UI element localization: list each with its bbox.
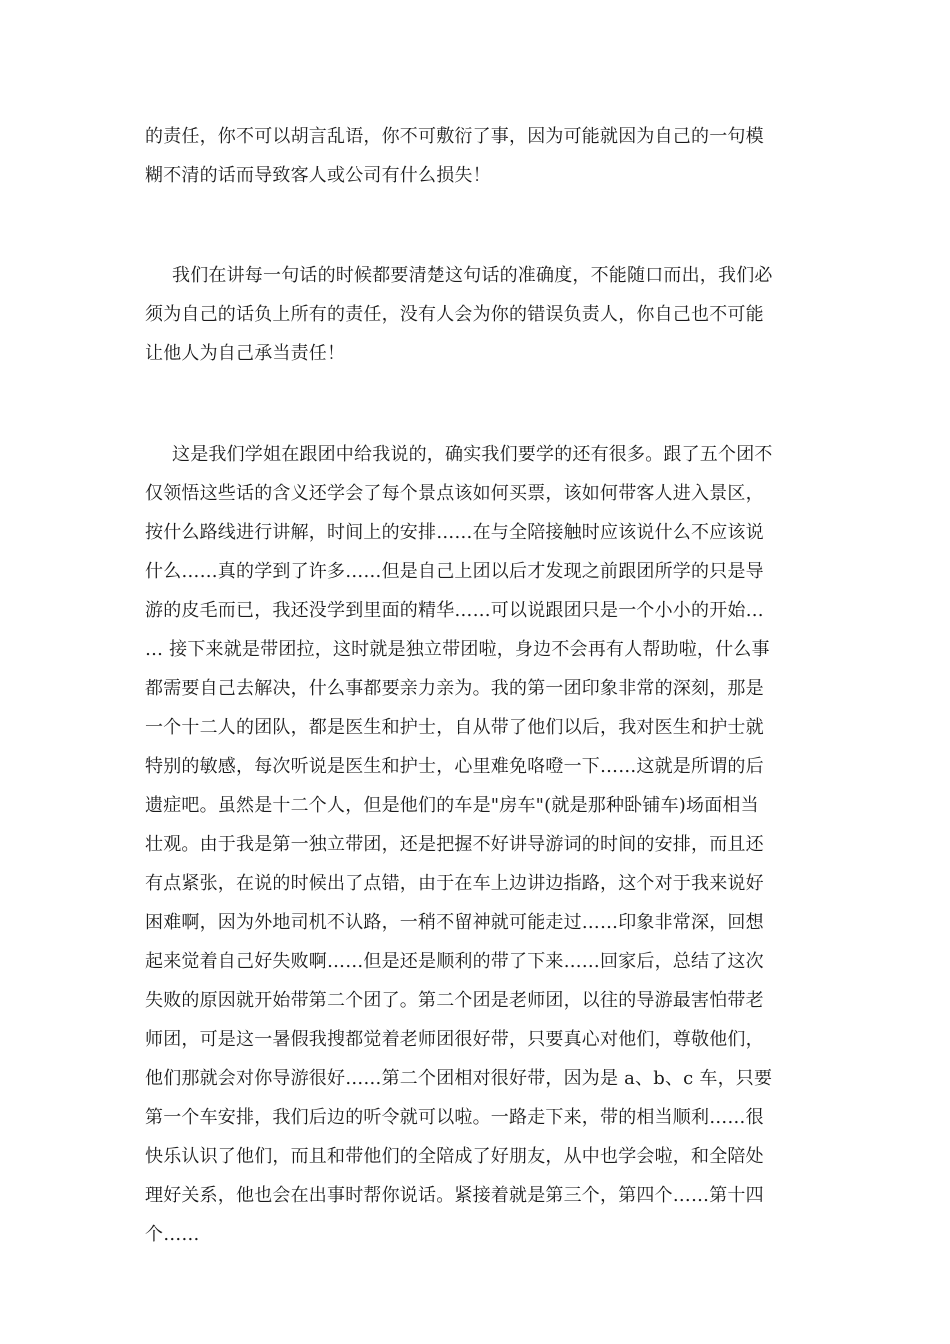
- paragraph-3-line-15: 失败的原因就开始带第二个团了。第二个团是老师团，以往的导游最害怕带老: [145, 990, 764, 1011]
- paragraph-3-line-4: 什么……真的学到了许多……但是自己上团以后才发现之前跟团所学的只是导: [145, 561, 764, 582]
- paragraph-3-line-12: 有点紧张，在说的时候出了点错，由于在车上边讲边指路，这个对于我来说好: [145, 873, 764, 894]
- paragraph-3-line-21: 个……: [145, 1224, 200, 1245]
- paragraph-3-line-7: 都需要自己去解决，什么事都要亲力亲为。我的第一团印象非常的深刻，那是: [145, 678, 764, 699]
- paragraph-3-line-10: 遗症吧。虽然是十二个人，但是他们的车是"房车"(就是那种卧铺车)场面相当: [145, 795, 759, 816]
- paragraph-3-line-17: 他们那就会对你导游很好……第二个团相对很好带，因为是 a、b、c 车，只要: [145, 1068, 773, 1089]
- paragraph-3-line-5: 游的皮毛而已，我还没学到里面的精华……可以说跟团只是一个小小的开始…: [145, 600, 764, 621]
- paragraph-2-line-2: 须为自己的话负上所有的责任，没有人会为你的错误负责人，你自己也不可能: [145, 304, 764, 325]
- paragraph-3-line-9: 特别的敏感，每次听说是医生和护士，心里难免咯噔一下……这就是所谓的后: [145, 756, 764, 777]
- paragraph-3-line-1: 这是我们学姐在跟团中给我说的，确实我们要学的还有很多。跟了五个团不: [172, 444, 773, 465]
- paragraph-1-line-1: 的责任，你不可以胡言乱语，你不可敷衍了事，因为可能就因为自己的一句模: [145, 126, 764, 147]
- paragraph-1-line-2: 糊不清的话而导致客人或公司有什么损失！: [145, 165, 491, 186]
- paragraph-3-line-18: 第一个车安排，我们后边的听令就可以啦。一路走下来，带的相当顺利……很: [145, 1107, 764, 1128]
- paragraph-2-line-1: 我们在讲每一句话的时候都要清楚这句话的准确度，不能随口而出，我们必: [172, 265, 773, 286]
- paragraph-3-line-13: 困难啊，因为外地司机不认路，一稍不留神就可能走过……印象非常深，回想: [145, 912, 764, 933]
- paragraph-3-line-8: 一个十二人的团队，都是医生和护士，自从带了他们以后，我对医生和护士就: [145, 717, 764, 738]
- paragraph-3-line-14: 起来觉着自己好失败啊……但是还是顺利的带了下来……回家后，总结了这次: [145, 951, 764, 972]
- paragraph-3-line-2: 仅领悟这些话的含义还学会了每个景点该如何买票，该如何带客人进入景区，: [145, 483, 764, 504]
- paragraph-3-line-6: … 接下来就是带团拉，这时就是独立带团啦，身边不会再有人帮助啦，什么事: [145, 639, 770, 660]
- paragraph-3-line-16: 师团，可是这一暑假我搜都觉着老师团很好带，只要真心对他们，尊敬他们，: [145, 1029, 764, 1050]
- paragraph-3-line-11: 壮观。由于我是第一独立带团，还是把握不好讲导游词的时间的安排，而且还: [145, 834, 764, 855]
- paragraph-2-line-3: 让他人为自己承当责任！: [145, 343, 346, 364]
- paragraph-3-line-20: 理好关系，他也会在出事时帮你说话。紧接着就是第三个，第四个……第十四: [145, 1185, 764, 1206]
- paragraph-3-line-19: 快乐认识了他们，而且和带他们的全陪成了好朋友，从中也学会啦，和全陪处: [145, 1146, 764, 1167]
- paragraph-3-line-3: 按什么路线进行讲解，时间上的安排……在与全陪接触时应该说什么不应该说: [145, 522, 764, 543]
